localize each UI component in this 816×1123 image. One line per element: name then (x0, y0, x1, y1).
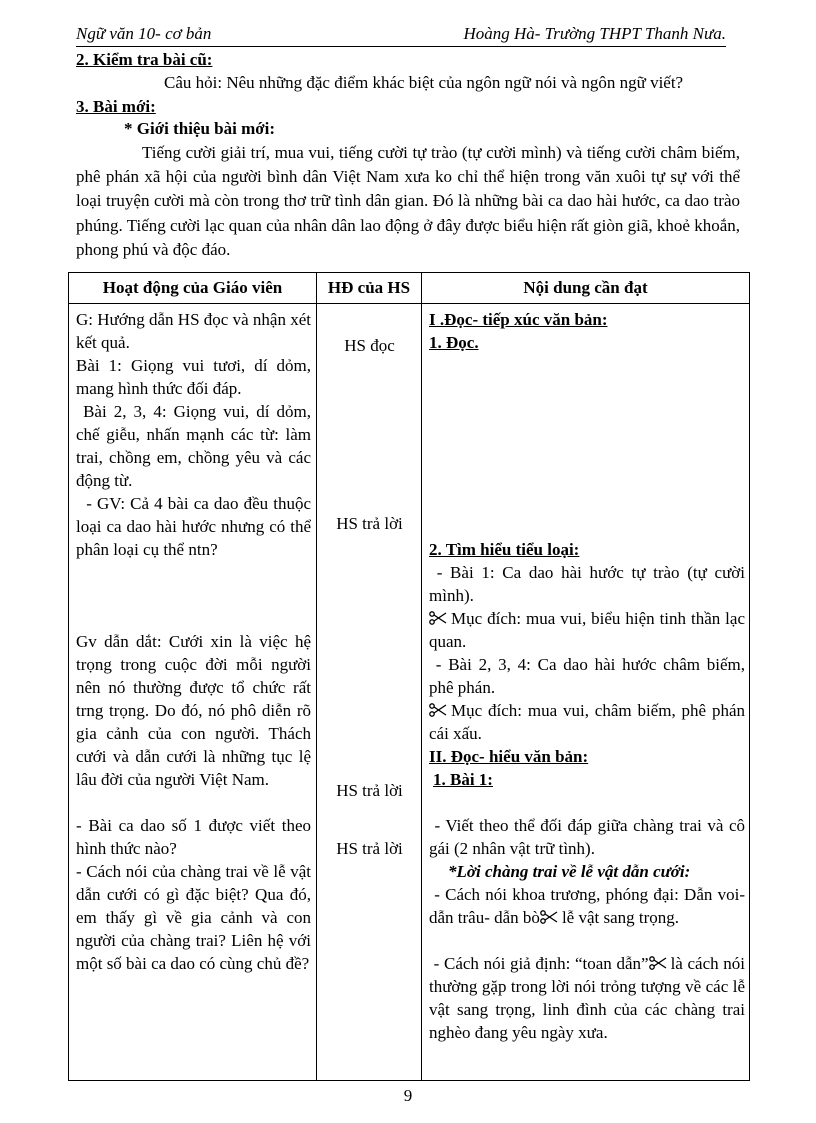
content-heading-2: 2. Tìm hiểu tiểu loại: (429, 540, 580, 559)
content-text: Mục đích: mua vui, biểu hiện tinh thần lạc quan. (429, 609, 745, 651)
intro-label: Giới thiệu bài mới (136, 119, 270, 138)
content-line (429, 952, 750, 1044)
content-column (422, 304, 750, 1081)
teacher-column (69, 304, 317, 1081)
header-subject: Ngữ văn 10- cơ bản (76, 24, 212, 43)
student-line: HS đọc (344, 336, 395, 355)
student-line: HS trả lời (336, 514, 403, 533)
content-heading-bai1: 1. Bài 1: (433, 770, 493, 789)
content-line: - Viết theo thể đối đáp giữa chàng trai và cô gái (2 nhân vật trữ tình). (429, 816, 750, 858)
student-column (317, 304, 422, 1081)
scissors-icon (649, 956, 667, 970)
teacher-line: Bài 2, 3, 4: Giọng vui, dí dỏm, chế giễu, nhấn mạnh các từ: làm trai, chồng em, chồng yêu và các động từ. (76, 402, 316, 490)
content-line: - Bài 1: Ca dao hài hước tự trào (tự cười mình). (429, 563, 750, 605)
scissors-icon (540, 910, 558, 924)
teacher-line: G: Hướng dẫn HS đọc và nhận xét kết quả. (76, 310, 311, 352)
teacher-line: Gv dẫn dắt: Cưới xin là việc hệ trọng trong cuộc đời mỗi người nên nó thường được tổ chức rất trng trọng. Do đó, nó phô diễn rõ gia cảnh của con người. Thách cưới và dẫn cưới là những tục lệ lâu đời của người Việt Nam. (76, 632, 311, 789)
content-text: lễ vật sang trọng. (561, 908, 680, 927)
scissors-icon (429, 703, 447, 717)
content-line (429, 699, 745, 745)
header-content: Nội dung cần đạt (422, 273, 750, 304)
content-heading-1: I .Đọc- tiếp xúc văn bản: (429, 310, 608, 329)
intro-paragraph: Tiếng cười giải trí, mua vui, tiếng cười tự trào (tự cười mình) và tiếng cười châm biếm, phê phán xã hội của người bình dân Việt Nam xưa ko chỉ thể hiện trong văn xuôi tự sự với thể loại truyện cười mà còn trong thơ trữ tình dân gian. Đó là những bài ca dao hài hước, ca dao trào phúng. Tiếng cười lạc quan của nhân dân lao động ở đây được biểu hiện rất giòn giã, khoẻ khoắn, phong phú và độc đáo. (76, 143, 740, 259)
header-author: Hoàng Hà- Trường THPT Thanh Nưa. (463, 24, 726, 43)
content-text: Mục đích: mua vui, châm biếm, phê phán cái xấu. (429, 701, 745, 743)
content-subheading: *Lời chàng trai về lễ vật dẫn cưới: (448, 862, 691, 881)
content-heading-3: II. Đọc- hiểu văn bản: (429, 747, 589, 766)
header-teacher: Hoạt động của Giáo viên (69, 273, 317, 304)
content-text: - Cách nói giả định: “toan dẫn” (429, 954, 649, 973)
intro-heading: * Giới thiệu bài mới: (124, 119, 276, 138)
student-line: HS trả lời (336, 781, 403, 800)
table-row (69, 304, 750, 1081)
content-heading-read: 1. Đọc. (429, 333, 479, 352)
teacher-line: - Cách nói của chàng trai về lễ vật dẫn cưới có gì đặc biệt? Qua đó, em thấy gì về gia cảnh và con người của chàng trai? Liên hệ với một số bài ca dao có cùng chủ đề? (76, 862, 311, 973)
section-3-title: 3. Bài mới: (76, 97, 156, 116)
page-number: 9 (403, 1086, 413, 1105)
content-text: là cách nói thường gặp trong lời nói trỏng tượng về các lễ vật sang trọng, linh đình của các chàng trai nghèo đang yêu ngày xưa. (429, 954, 750, 1042)
content-text: - Cách nói khoa trương, phóng đại: Dẫn voi- dẫn trâu- dẫn bò (429, 885, 750, 927)
header-student: HĐ của HS (317, 273, 422, 304)
content-line (429, 883, 750, 929)
section-2-question: Câu hỏi: Nêu những đặc điểm khác biệt của ngôn ngữ nói và ngôn ngữ viết? (164, 73, 684, 92)
student-line: HS trả lời (336, 839, 403, 858)
content-line: - Bài 2, 3, 4: Ca dao hài hước châm biếm, phê phán. (429, 655, 750, 697)
teacher-line: Bài 1: Giọng vui tươi, dí dỏm, mang hình thức đối đáp. (76, 356, 311, 398)
page-header (76, 22, 726, 47)
lesson-table (68, 272, 750, 1081)
teacher-line: - GV: Cả 4 bài ca dao đều thuộc loại ca dao hài hước nhưng có thể phân loại cụ thể ntn? (76, 494, 316, 559)
teacher-line: - Bài ca dao số 1 được viết theo hình thức nào? (76, 816, 311, 858)
table-header-row (69, 273, 750, 304)
content-line (429, 607, 745, 653)
scissors-icon (429, 611, 447, 625)
section-2-title: 2. Kiểm tra bài cũ: (76, 50, 213, 69)
